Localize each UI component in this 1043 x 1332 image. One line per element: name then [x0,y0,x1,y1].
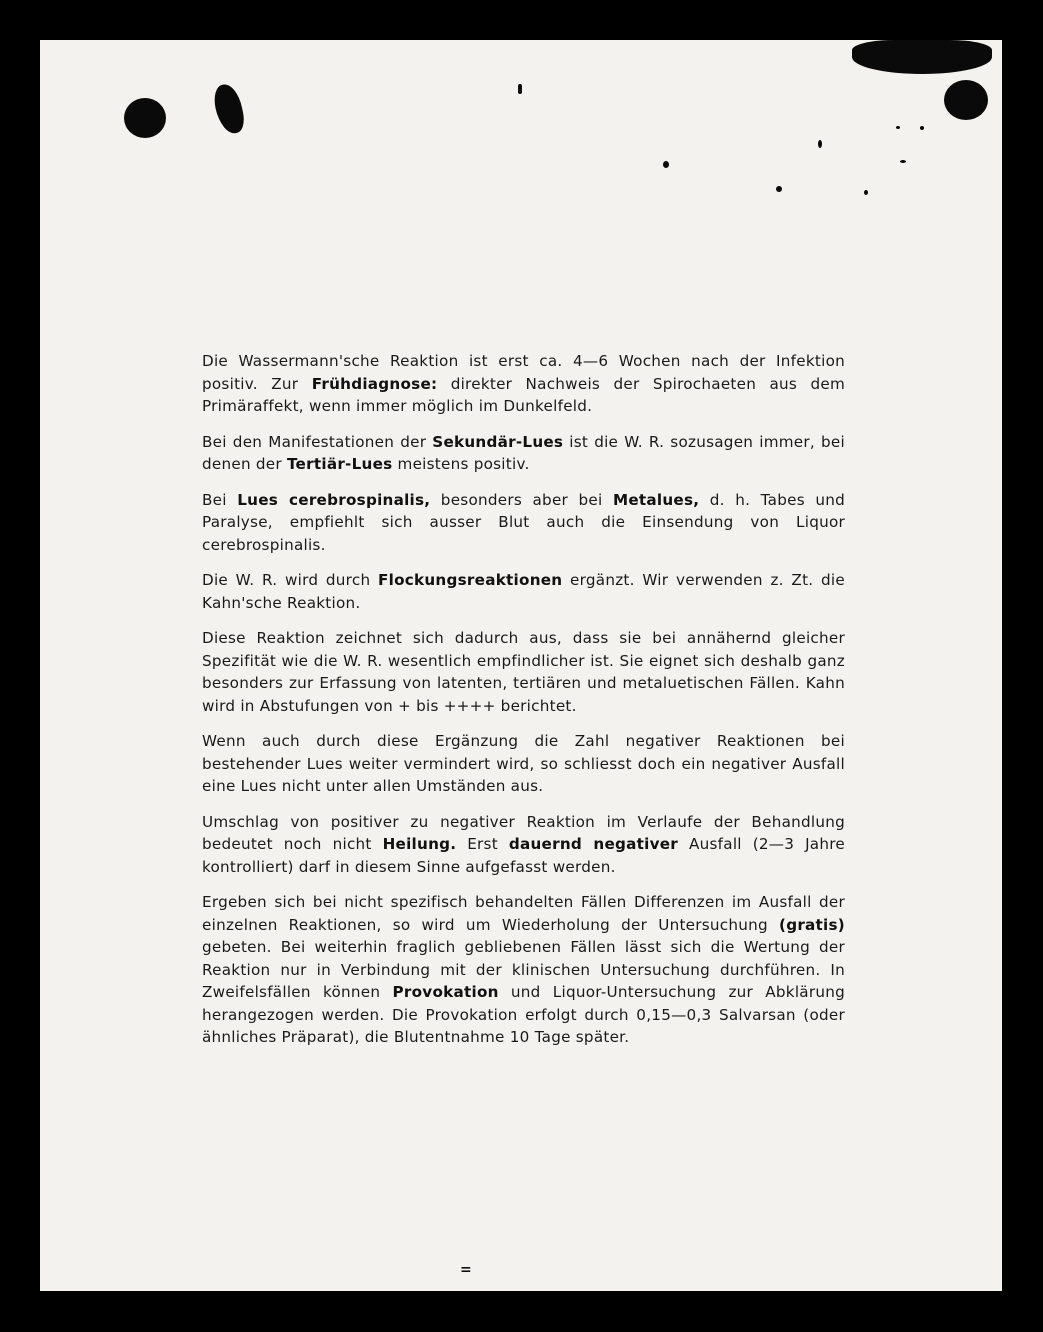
document-page [40,40,1002,1291]
text-run: und Liquor-Untersuchung zur Abklärung herangezogen werden. Die Provokation erfolgt durch 0,15—0,3 Salvarsan (oder ähnliches Präparat), die Blutentnahme 10 Tage später. [202,983,845,1046]
text-run: Bei [202,490,238,509]
paragraph [202,811,845,879]
bold-term: Tertiär-Lues [286,455,393,473]
ink-blot-left [211,82,247,136]
paragraph [202,569,845,614]
paragraph [202,350,845,418]
document-body [202,350,845,1062]
text-run: Bei den Manifestationen der [202,432,433,451]
ink-speck [864,190,868,195]
paragraph [202,730,845,798]
text-run: Umschlag von positiver zu negativer Reaktion im Verlaufe der Behandlung bedeutet noch nicht [202,812,845,853]
paragraph [202,489,845,557]
paragraph [202,891,845,1049]
paragraph [202,431,845,476]
bold-term: Sekundär-Lues [432,432,564,451]
bold-term: Metalues, [612,490,700,509]
text-run: direkter Nachweis der Spirochaeten aus dem Primäraffekt, wenn immer möglich im Dunkelfeld. [202,374,845,415]
text-run: besonders aber bei [430,490,613,509]
text-run: Erst [456,835,509,853]
text-run: Wenn auch durch diese Ergänzung die Zahl negativer Reaktionen bei bestehender Lues weiter vermindert wird, so schliesst doch ein negativer Ausfall eine Lues nicht unter allen Umständen aus. [202,732,845,795]
bold-term: Flockungsreaktionen [378,571,563,589]
text-run: d. h. Tabes und Paralyse, empfiehlt sich ausser Blut auch die Einsendung von Liquor cerebrospinalis. [202,490,846,554]
punch-hole-right [944,80,988,120]
bold-term: Provokation [392,983,499,1001]
ink-speck [920,126,924,130]
text-run: Die Wassermann'sche Reaktion ist erst ca. 4—6 Wochen nach der Infektion positiv. Zur [202,352,845,393]
bold-term: Frühdiagnose: [311,374,438,393]
ink-speck [818,140,822,148]
text-run: meistens positiv. [392,455,530,473]
ink-speck [896,126,900,129]
text-run: ergänzt. Wir verwenden z. Zt. die Kahn'sche Reaktion. [202,571,845,612]
bold-term: Heilung. [382,835,457,853]
ink-speck [518,84,522,94]
text-run: Ausfall (2—3 Jahre kontrolliert) darf in diesem Sinne aufgefasst werden. [202,835,845,876]
text-run: ist die W. R. sozusagen immer, bei denen der [202,432,845,473]
text-run: Ergeben sich bei nicht spezifisch behandelten Fällen Differenzen im Ausfall der einzelnen Reaktionen, so wird um Wiederholung der Untersuchung [202,893,845,934]
bold-term: dauernd negativer [508,835,679,853]
bold-term: Lues cerebrospinalis, [237,490,431,509]
ink-speck [900,160,906,163]
ink-speck [663,161,669,168]
bold-term: (gratis) [779,915,845,934]
page-mark: = [460,1262,472,1278]
text-run: gebeten. Bei weiterhin fraglich gebliebenen Fällen lässt sich die Wertung der Reaktion nur in Verbindung mit der klinischen Untersuchung durchführen. In Zweifelsfällen können [202,938,845,1001]
paragraph [202,627,845,717]
punch-hole-left [124,98,166,138]
ink-speck [776,186,782,192]
text-run: Die W. R. wird durch [202,571,378,589]
ink-smudge-top-right [852,40,992,74]
text-run: Diese Reaktion zeichnet sich dadurch aus, dass sie bei annähernd gleicher Spezifität wie die W. R. wesentlich empfindlicher ist. Sie eignet sich deshalb ganz besonders zur Erfassung von latenten, tertiären und metaluetischen Fällen. Kahn wird in Abstufungen von + bis ++++ berichtet. [202,629,845,715]
